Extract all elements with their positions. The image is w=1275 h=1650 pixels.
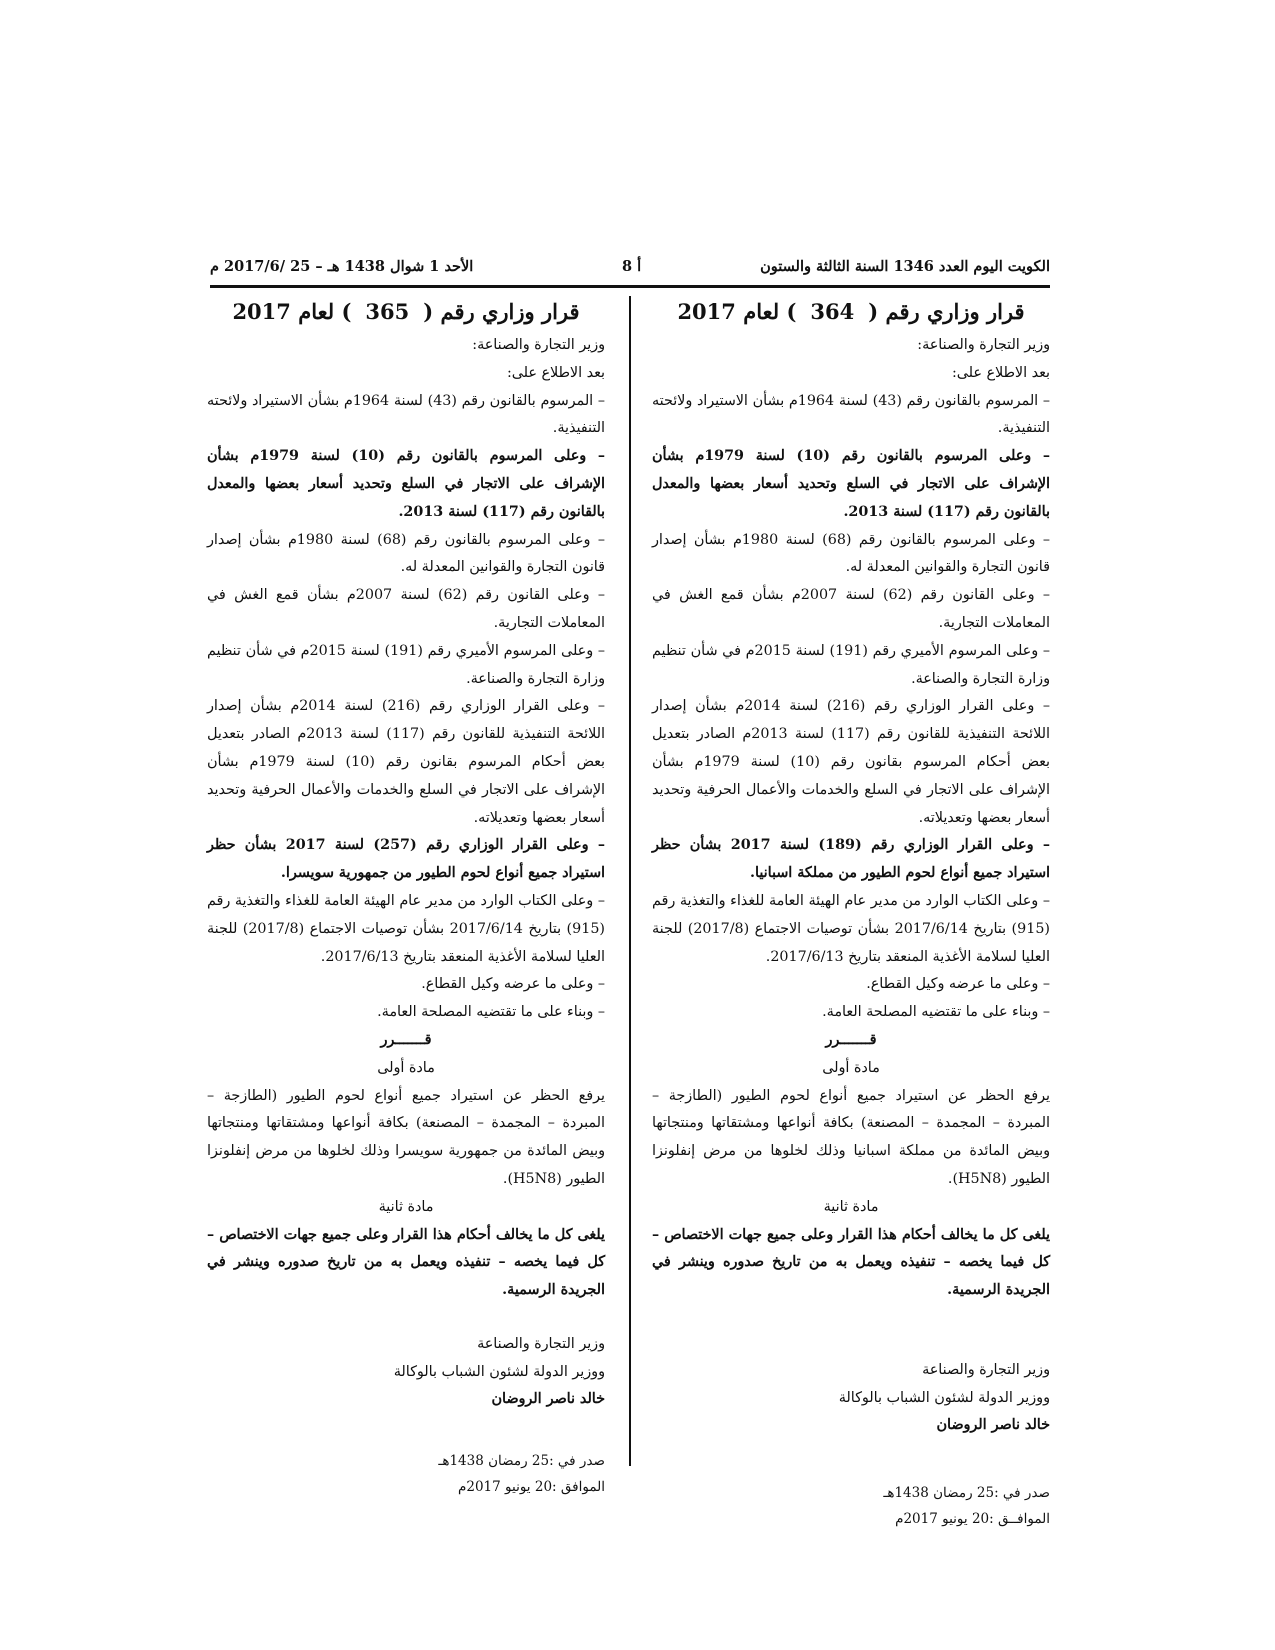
preamble-paragraph: – وعلى ما عرضه وكيل القطاع. (421, 976, 605, 993)
decision-365 (207, 296, 605, 1500)
signature-line: ووزير الدولة لشئون الشباب بالوكالة (393, 1363, 605, 1380)
issued-block (652, 1480, 1050, 1532)
preamble-paragraph: – وعلى القرار الوزاري رقم (257) لسنة 2017 بشأن حظر استيراد جميع أنواع لحوم الطيور من جمهورية سويسرا. (207, 837, 605, 882)
preamble-paragraph: – وعلى الكتاب الوارد من مدير عام الهيئة العامة للغذاء والتغذية رقم (915) بتاريخ 2017/6/14 بشأن توصيات الاجتماع (2017/8) للجنة العليا لسلامة الأغذية المنعقد بتاريخ 2017/6/13. (207, 892, 605, 965)
header-rule (210, 285, 1050, 288)
article-1-text: يرفع الحظر عن استيراد جميع أنواع لحوم الطيور (الطازجة – المبردة – المجمدة – المصنعة) بكافة أنواعها ومشتقاتها ومنتجاتها وبيض المائدة من مملكة اسبانيا وذلك لخلوها من مرض إنفلونزا الطيور (H5N8). (652, 1087, 1050, 1187)
decision-title (207, 296, 605, 328)
preamble-paragraph: – وبناء على ما تقتضيه المصلحة العامة. (377, 1004, 605, 1021)
page-header (210, 258, 1050, 284)
preamble-paragraph: – وعلى الكتاب الوارد من مدير عام الهيئة العامة للغذاء والتغذية رقم (915) بتاريخ 2017/6/14 بشأن توصيات الاجتماع (2017/8) للجنة العليا لسلامة الأغذية المنعقد بتاريخ 2017/6/13. (652, 892, 1050, 965)
decision-title (652, 296, 1050, 328)
decision-number: 365 (365, 299, 410, 324)
article-1-title: مادة أولى (377, 1059, 435, 1076)
preamble-paragraph: – وعلى المرسوم بالقانون رقم (10) لسنة 1979م بشأن الإشراف على الاتجار في السلع وتحديد أسعار بعضها والمعدل بالقانون رقم (117) لسنة 2013. (207, 448, 606, 520)
preamble-paragraph: – وعلى المرسوم بالقانون رقم (68) لسنة 1980م بشأن إصدار قانون التجارة والقوانين المعدلة له. (652, 531, 1050, 576)
gazette-issue: الكويت اليوم العدد 1346 السنة الثالثة والستون (760, 258, 1050, 275)
preamble-paragraph: – وعلى المرسوم بالقانون رقم (68) لسنة 1980م بشأن إصدار قانون التجارة والقوانين المعدلة له. (207, 531, 605, 576)
signature-line: وزير التجارة والصناعة (922, 1361, 1050, 1378)
preamble-paragraph: – وعلى القانون رقم (62) لسنة 2007م بشأن قمع الغش في المعاملات التجارية. (652, 587, 1050, 631)
title-suffix: ) لعام 2017 (232, 299, 352, 324)
signature-name: خالد ناصر الروضان (491, 1391, 605, 1408)
preamble-paragraph: – المرسوم بالقانون رقم (43) لسنة 1964م بشأن الاستيراد ولائحته التنفيذية. (207, 392, 605, 437)
signature-name: خالد ناصر الروضان (936, 1417, 1050, 1434)
title-prefix: قرار وزاري رقم ( (868, 299, 1025, 324)
preamble-paragraph: – وعلى القرار الوزاري رقم (216) لسنة 2014م بشأن إصدار اللائحة التنفيذية للقانون رقم (117) لسنة 2013م الصادر بتعديل بعض أحكام المرسوم بقانون رقم (10) لسنة 1979م بشأن الإشراف على الاتجار في السلع والخدمات والأعمال الحرفية وتحديد أسعار بعضها وتعديلاته. (207, 698, 605, 826)
signature-block (652, 1357, 1050, 1440)
article-1-text: يرفع الحظر عن استيراد جميع أنواع لحوم الطيور (الطازجة – المبردة – المجمدة – المصنعة) بكافة أنواعها ومشتقاتها ومنتجاتها وبيض المائدة من جمهورية سويسرا وذلك لخلوها من مرض إنفلونزا الطيور (H5N8). (207, 1087, 605, 1187)
after-review: بعد الاطلاع على: (506, 364, 605, 381)
title-prefix: قرار وزاري رقم ( (423, 299, 580, 324)
signature-line: ووزير الدولة لشئون الشباب بالوكالة (838, 1389, 1050, 1406)
after-review: بعد الاطلاع على: (951, 364, 1050, 381)
issued-gregorian: الموافق :20 يونيو 2017م (458, 1479, 605, 1496)
article-2-text: يلغى كل ما يخالف أحكام هذا القرار وعلى جميع جهات الاختصاص – كل فيما يخصه – تنفيذه ويعمل به من تاريخ صدوره وينشر في الجريدة الرسمية. (207, 1226, 605, 1299)
signature-line: وزير التجارة والصناعة (477, 1335, 605, 1352)
preamble-paragraph: – المرسوم بالقانون رقم (43) لسنة 1964م بشأن الاستيراد ولائحته التنفيذية. (652, 392, 1050, 437)
issue-date: الأحد 1 شوال 1438 هـ – 25 /2017/6 م (210, 258, 474, 275)
issued-hijri: صدر في :25 رمضان 1438هـ (883, 1485, 1050, 1502)
issued-gregorian: الموافــق :20 يونيو 2017م (895, 1511, 1050, 1528)
decided-heading: قـــــــرر (825, 1031, 877, 1048)
decision-364 (652, 296, 1050, 1532)
preamble-paragraph: – وبناء على ما تقتضيه المصلحة العامة. (822, 1004, 1050, 1021)
article-1-title: مادة أولى (822, 1059, 880, 1076)
issued-hijri: صدر في :25 رمضان 1438هـ (438, 1453, 605, 1470)
article-2-title: مادة ثانية (823, 1198, 879, 1215)
page-number: أ 8 (622, 258, 642, 275)
minister-line: وزير التجارة والصناعة: (917, 337, 1050, 353)
preamble-paragraph: – وعلى المرسوم الأميري رقم (191) لسنة 2015م في شأن تنظيم وزارة التجارة والصناعة. (652, 642, 1050, 687)
minister-line: وزير التجارة والصناعة: (472, 337, 605, 353)
signature-block (207, 1331, 605, 1414)
preamble-paragraph: – وعلى القرار الوزاري رقم (216) لسنة 2014م بشأن إصدار اللائحة التنفيذية للقانون رقم (117) لسنة 2013م الصادر بتعديل بعض أحكام المرسوم بقانون رقم (10) لسنة 1979م بشأن الإشراف على الاتجار في السلع والخدمات والأعمال الحرفية وتحديد أسعار بعضها وتعديلاته. (652, 698, 1050, 826)
preamble-paragraph: – وعلى ما عرضه وكيل القطاع. (866, 976, 1050, 993)
preamble-paragraph: – وعلى القرار الوزاري رقم (189) لسنة 2017 بشأن حظر استيراد جميع أنواع لحوم الطيور من مملكة اسبانيا. (652, 837, 1050, 882)
column-divider (629, 296, 631, 1466)
article-2-text: يلغى كل ما يخالف أحكام هذا القرار وعلى جميع جهات الاختصاص – كل فيما يخصه – تنفيذه ويعمل به من تاريخ صدوره وينشر في الجريدة الرسمية. (652, 1226, 1050, 1299)
issued-block (207, 1448, 605, 1500)
title-suffix: ) لعام 2017 (677, 299, 797, 324)
preamble-paragraph: – وعلى القانون رقم (62) لسنة 2007م بشأن قمع الغش في المعاملات التجارية. (207, 587, 605, 631)
decided-heading: قـــــــرر (380, 1031, 432, 1048)
decision-number: 364 (810, 299, 855, 324)
article-2-title: مادة ثانية (378, 1198, 434, 1215)
preamble-paragraph: – وعلى المرسوم الأميري رقم (191) لسنة 2015م في شأن تنظيم وزارة التجارة والصناعة. (207, 642, 605, 687)
preamble-paragraph: – وعلى المرسوم بالقانون رقم (10) لسنة 1979م بشأن الإشراف على الاتجار في السلع وتحديد أسعار بعضها والمعدل بالقانون رقم (117) لسنة 2013. (652, 448, 1051, 520)
